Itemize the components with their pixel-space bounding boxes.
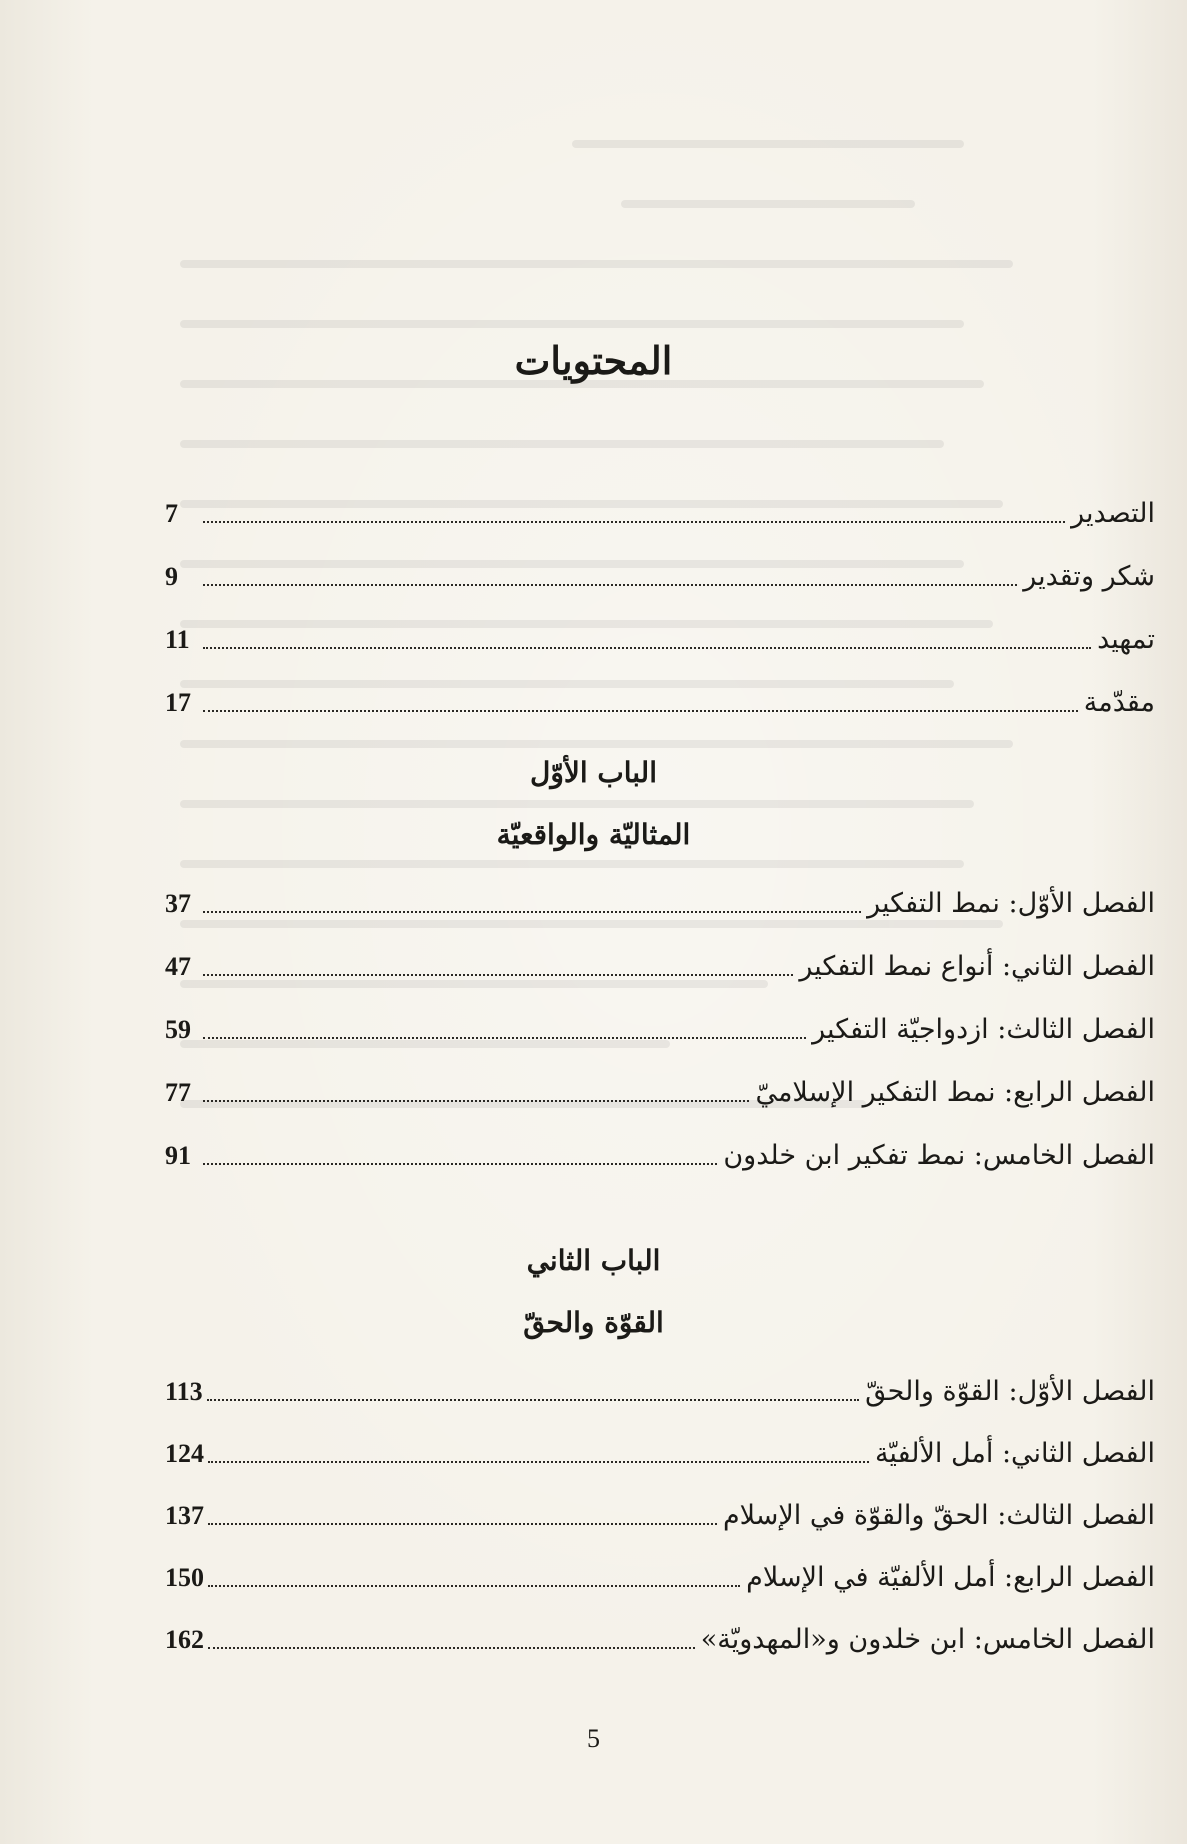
entry-label: الفصل الثاني: أنواع نمط التفكير xyxy=(799,951,1155,982)
toc-entry-part2-chapter3[interactable] xyxy=(165,1490,1155,1534)
toc-entry-part2-chapter2[interactable] xyxy=(165,1428,1155,1472)
toc-entry-part2-chapter1[interactable] xyxy=(165,1366,1155,1410)
entry-label: الفصل الخامس: ابن خلدون و«المهدويّة» xyxy=(700,1624,1155,1655)
entry-label: الفصل الثاني: أمل الألفيّة xyxy=(874,1438,1155,1469)
entry-label: الفصل الأوّل: نمط التفكير xyxy=(867,888,1155,919)
dot-leader xyxy=(208,1522,717,1525)
dot-leader xyxy=(203,646,1091,649)
toc-entry-part2-chapter4[interactable] xyxy=(165,1552,1155,1596)
toc-entry-part1-chapter4[interactable] xyxy=(165,1067,1155,1111)
dot-leader xyxy=(203,1036,806,1039)
entry-page-number: 124 xyxy=(165,1439,204,1468)
entry-page-number: 11 xyxy=(165,625,190,654)
dot-leader xyxy=(207,1398,860,1401)
entry-label: مقدّمة xyxy=(1083,687,1155,718)
dot-leader xyxy=(208,1584,740,1587)
entry-label: الفصل الرابع: أمل الألفيّة في الإسلام xyxy=(746,1562,1155,1593)
part2-heading: الباب الثاني xyxy=(526,1244,661,1277)
part1-heading: الباب الأوّل xyxy=(529,756,657,789)
part2-subheading: القوّة والحقّ xyxy=(523,1306,664,1339)
entry-label: تمهيد xyxy=(1097,624,1155,655)
toc-entry-part1-chapter3[interactable] xyxy=(165,1004,1155,1048)
entry-page-number: 113 xyxy=(165,1377,203,1406)
entry-label: الفصل الخامس: نمط تفكير ابن خلدون xyxy=(723,1140,1155,1171)
entry-page-number: 77 xyxy=(165,1078,191,1107)
toc-entry-part1-chapter1[interactable] xyxy=(165,878,1155,922)
toc-entry-part2-chapter5[interactable] xyxy=(165,1614,1155,1658)
dot-leader xyxy=(203,709,1078,712)
dot-leader xyxy=(203,1162,717,1165)
entry-page-number: 9 xyxy=(165,562,178,591)
dot-leader xyxy=(203,973,793,976)
entry-label: الفصل الثالث: ازدواجيّة التفكير xyxy=(812,1014,1155,1045)
entry-label: الفصل الرابع: نمط التفكير الإسلاميّ xyxy=(755,1077,1155,1108)
entry-label: شكر وتقدير xyxy=(1023,561,1155,592)
dot-leader xyxy=(203,520,1065,523)
entry-page-number: 37 xyxy=(165,889,191,918)
entry-label: التصدير xyxy=(1071,498,1155,529)
entry-page-number: 137 xyxy=(165,1501,204,1530)
dot-leader xyxy=(208,1460,869,1463)
dot-leader xyxy=(203,1099,749,1102)
entry-page-number: 59 xyxy=(165,1015,191,1044)
entry-page-number: 47 xyxy=(165,952,191,981)
toc-entry-part1-chapter5[interactable] xyxy=(165,1130,1155,1174)
entry-page-number: 91 xyxy=(165,1141,191,1170)
entry-label: الفصل الأوّل: القوّة والحقّ xyxy=(865,1376,1155,1407)
entry-page-number: 162 xyxy=(165,1625,204,1654)
dot-leader xyxy=(208,1646,695,1649)
dot-leader xyxy=(203,910,861,913)
entry-label: الفصل الثالث: الحقّ والقوّة في الإسلام xyxy=(722,1500,1155,1531)
entry-page-number: 7 xyxy=(165,499,178,528)
toc-entry-foreword[interactable] xyxy=(165,488,1155,532)
toc-entry-introduction[interactable] xyxy=(165,677,1155,721)
entry-page-number: 17 xyxy=(165,688,191,717)
toc-entry-acknowledgements[interactable] xyxy=(165,551,1155,595)
page-title: المحتويات xyxy=(514,338,673,383)
dot-leader xyxy=(203,583,1017,586)
toc-entry-part1-chapter2[interactable] xyxy=(165,941,1155,985)
entry-page-number: 150 xyxy=(165,1563,204,1592)
page-number: 5 xyxy=(587,1724,600,1753)
toc-entry-preface[interactable] xyxy=(165,614,1155,658)
part1-subheading: المثاليّة والواقعيّة xyxy=(496,818,691,851)
